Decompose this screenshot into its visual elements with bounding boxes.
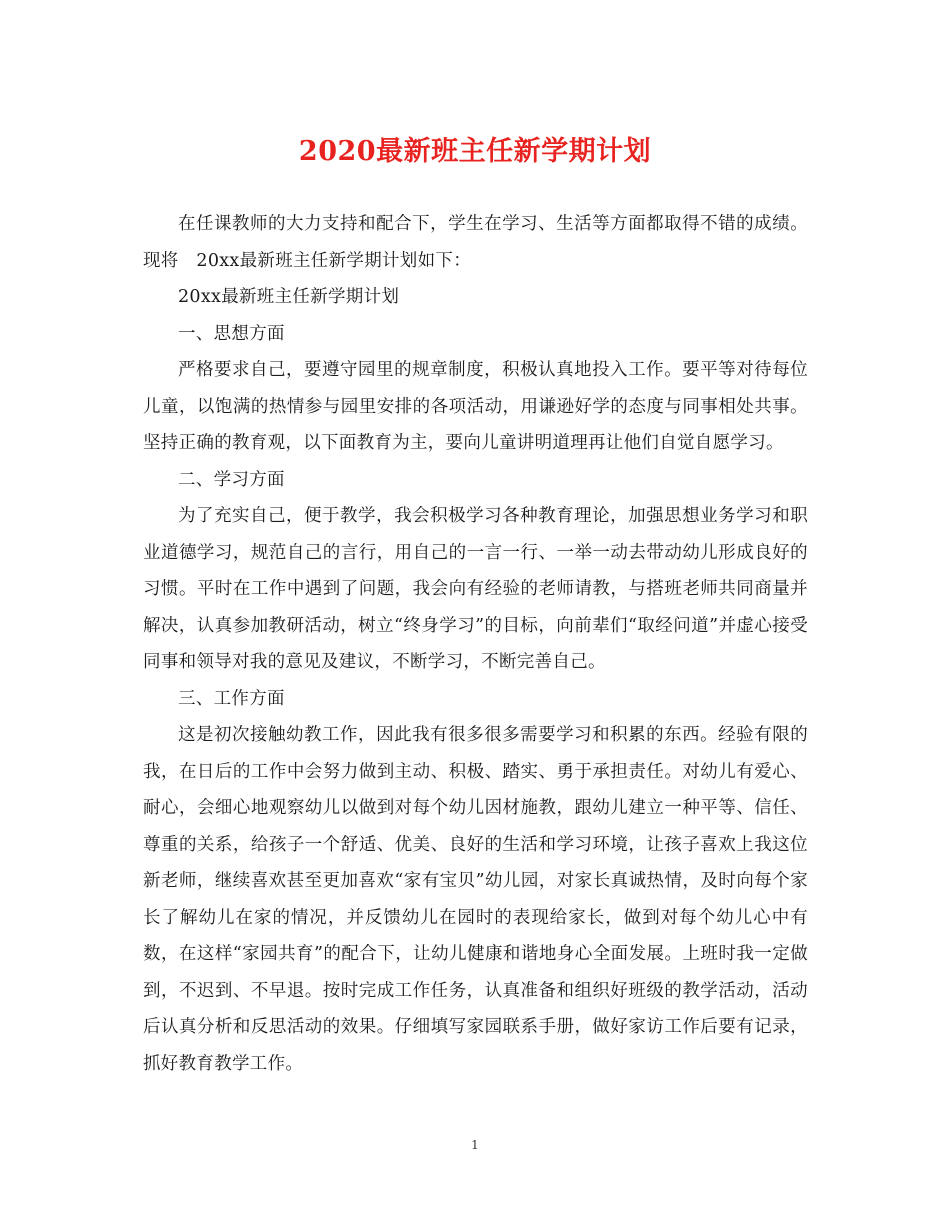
section-heading-study: 二、学习方面	[178, 469, 285, 490]
page-number: 1	[471, 1138, 479, 1152]
paragraph-thought: 严格要求自己，要遵守园里的规章制度，积极认真地投入工作。要平等对待每位儿童，以饱满的热情参与园里安排的各项活动，用谦逊好学的态度与同事相处共事。坚持正确的教育观，以下面教育为主，要向儿童讲明道理再让他们自觉自愿学习。	[143, 360, 808, 453]
section-heading-thought: 一、思想方面	[178, 323, 285, 344]
paragraph-study: 为了充实自己，便于教学，我会积极学习各种教育理论，加强思想业务学习和职业道德学习，规范自己的言行，用自己的一言一行、一举一动去带动幼儿形成良好的习惯。平时在工作中遇到了问题，我会向有经验的老师请教，与搭班老师共同商量并解决，认真参加教研活动，树立“终身学习”的目标，向前辈们“取经问道”并虚心接受同事和领导对我的意见及建议，不断学习，不断完善自己。	[143, 506, 808, 672]
paragraph-work: 这是初次接触幼教工作，因此我有很多很多需要学习和积累的东西。经验有限的我，在日后的工作中会努力做到主动、积极、踏实、勇于承担责任。对幼儿有爱心、耐心，会细心地观察幼儿以做到对每个幼儿因材施教，跟幼儿建立一种平等、信任、尊重的关系，给孩子一个舒适、优美、良好的生活和学习环境，让孩子喜欢上我这位新老师，继续喜欢甚至更加喜欢“家有宝贝”幼儿园，对家长真诚热情，及时向每个家长了解幼儿在家的情况，并反馈幼儿在园时的表现给家长，做到对每个幼儿心中有数，在这样“家园共育”的配合下，让幼儿健康和谐地身心全面发展。上班时我一定做到，不迟到、不早退。按时完成工作任务，认真准备和组织好班级的教学活动，活动后认真分析和反思活动的效果。仔细填写家园联系手册，做好家访工作后要有记录，抓好教育教学工作。	[143, 725, 808, 1074]
paragraph-subtitle: 20xx最新班主任新学期计划	[178, 287, 400, 307]
document-title: 2020最新班主任新学期计划	[298, 136, 652, 167]
document-body	[143, 206, 808, 1082]
section-heading-work: 三、工作方面	[178, 688, 285, 709]
paragraph-intro: 在任课教师的大力支持和配合下，学生在学习、生活等方面都取得不错的成绩。现将 20xx最新班主任新学期计划如下：	[143, 214, 808, 271]
